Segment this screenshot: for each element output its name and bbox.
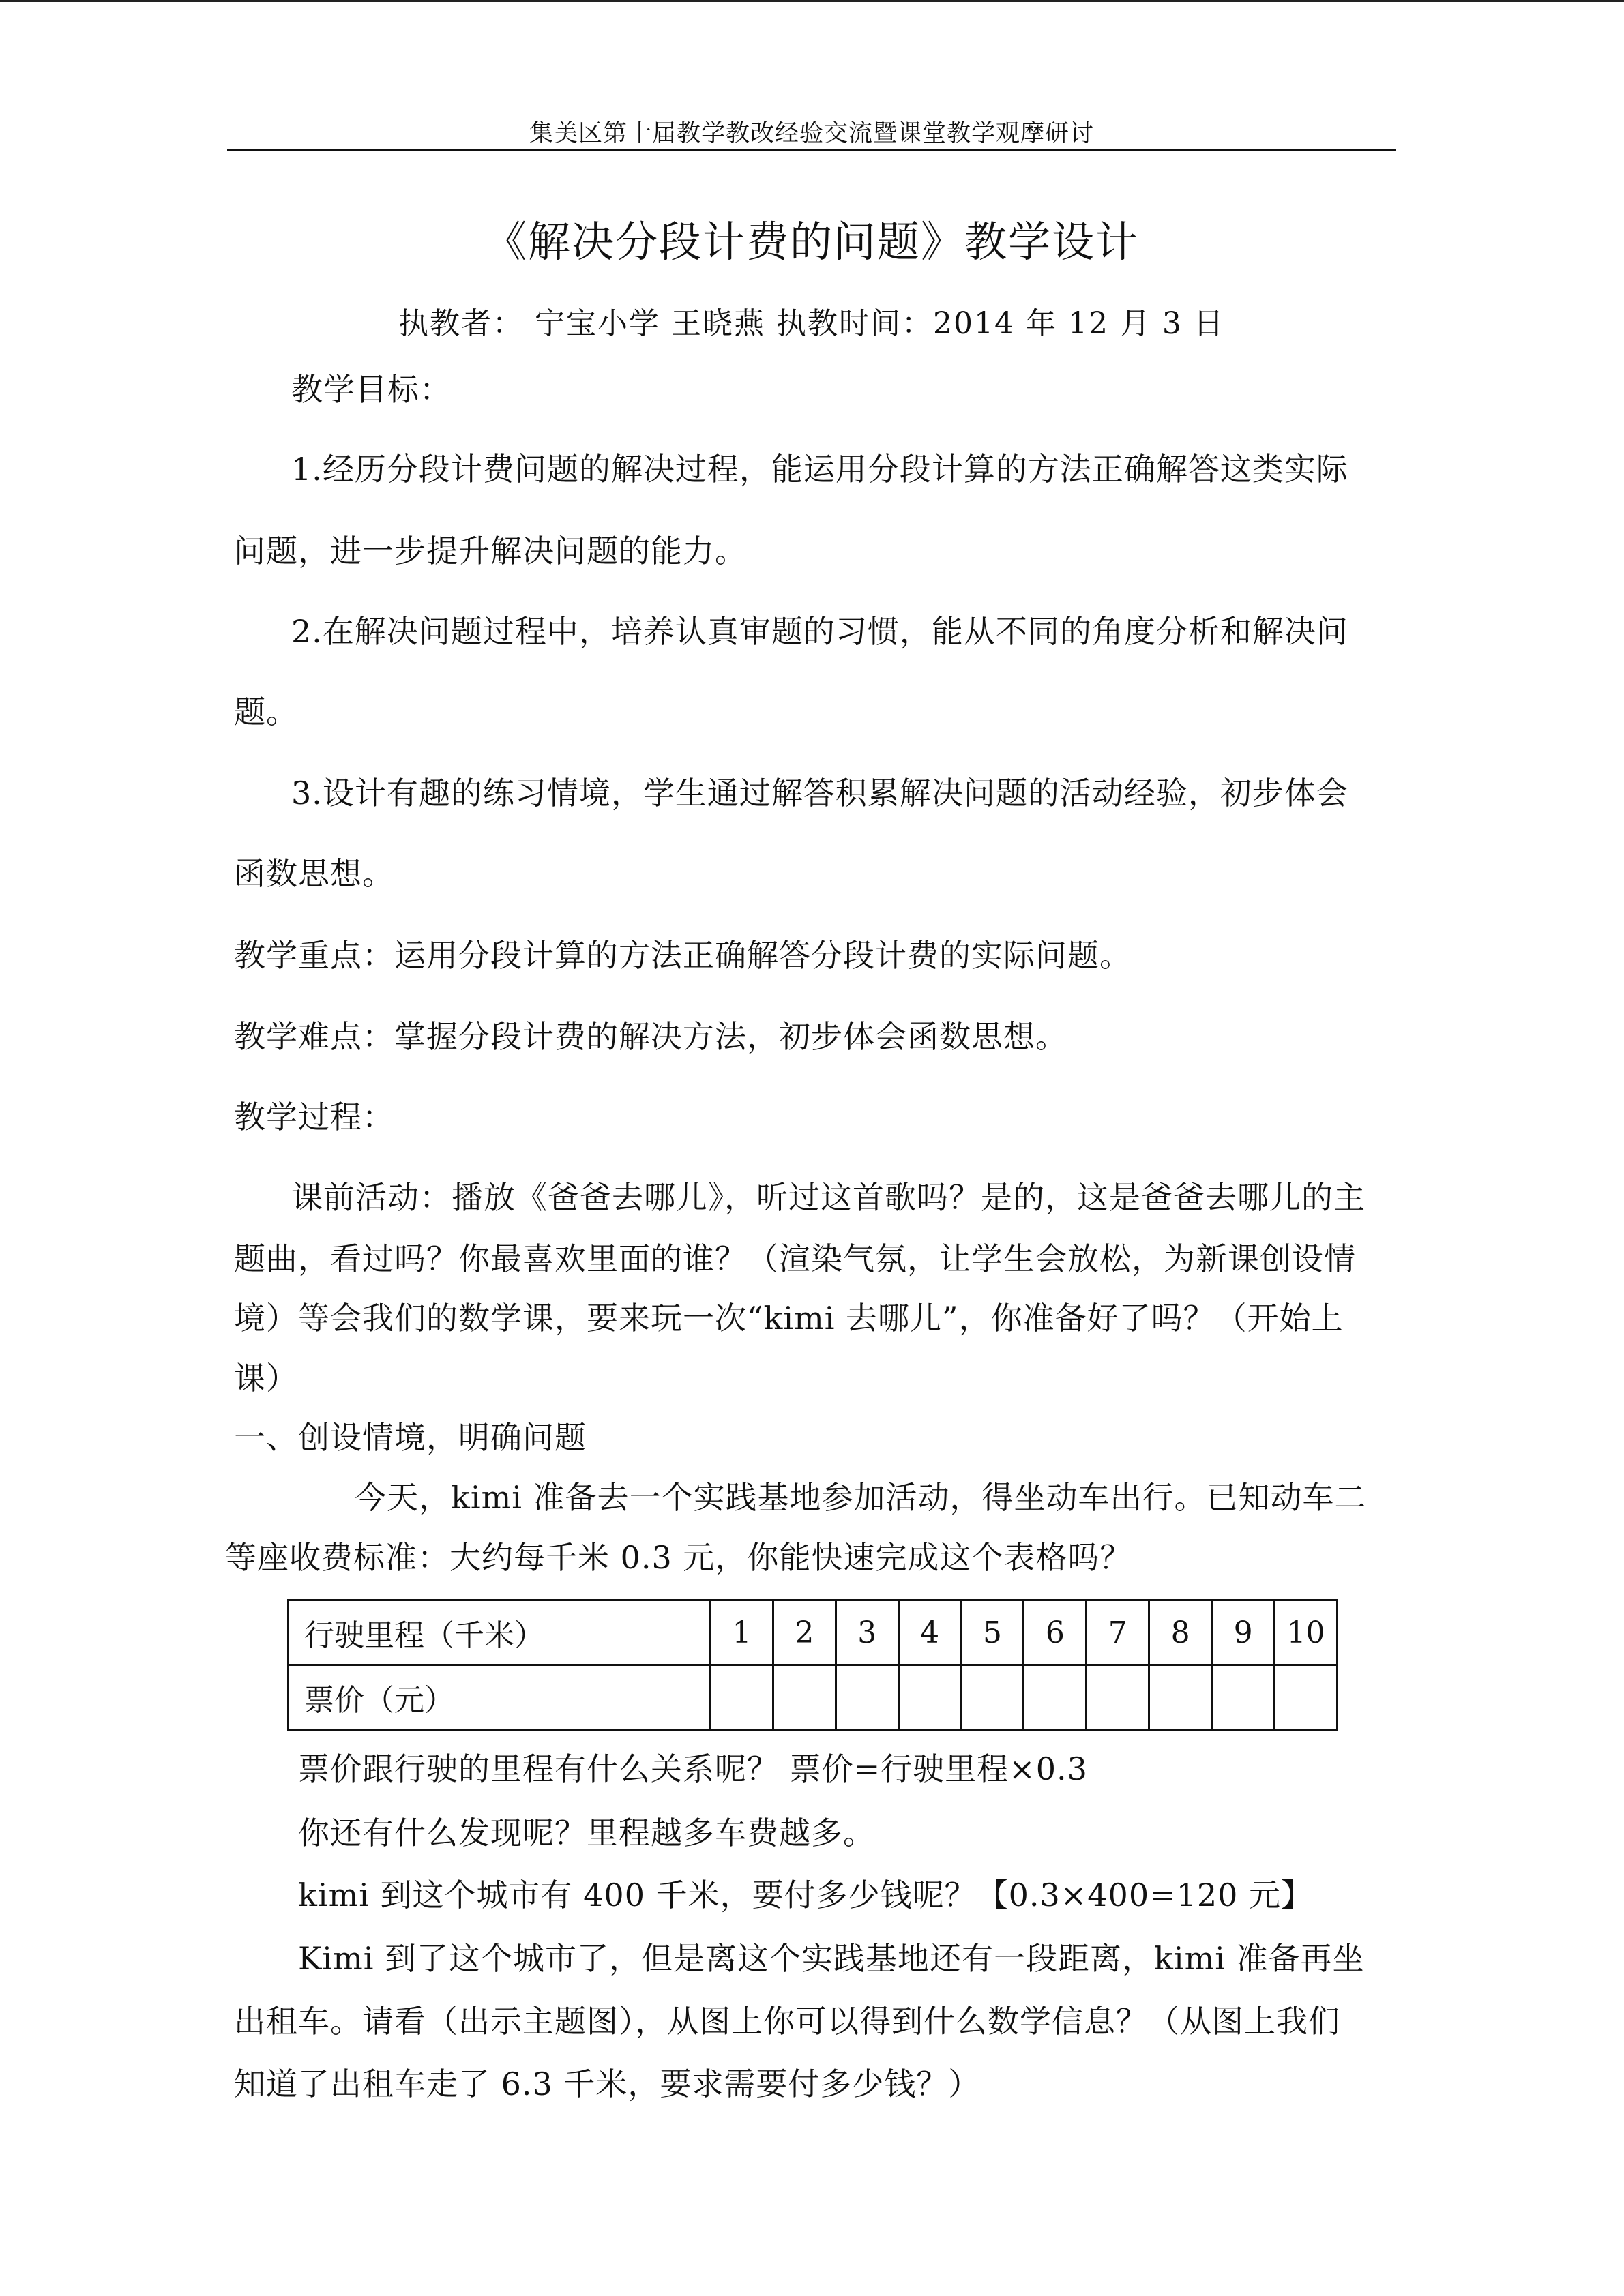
process-heading: 教学过程： — [234, 1099, 394, 1135]
pre-class-line-1: 课前活动：播放《爸爸去哪儿》，听过这首歌吗？是的，这是爸爸去哪儿的主 — [291, 1179, 1365, 1216]
distance-cell: 3 — [836, 1600, 898, 1665]
section-1-heading: 一、创设情境，明确问题 — [234, 1419, 587, 1456]
price-label: 票价（元） — [289, 1665, 711, 1730]
difficult-point: 教学难点：掌握分段计费的解决方法，初步体会函数思想。 — [234, 1018, 1067, 1055]
table-row — [289, 1600, 1338, 1665]
objective-2-line-2: 题。 — [234, 694, 298, 730]
pre-class-line-2: 题曲，看过吗？你最喜欢里面的谁？（渲染气氛，让学生会放松，为新课创设情 — [234, 1240, 1356, 1277]
price-cell — [1212, 1665, 1275, 1730]
objective-3-line-1: 3.设计有趣的练习情境，学生通过解答积累解决问题的活动经验，初步体会 — [291, 775, 1348, 811]
page-top-border — [0, 0, 1624, 2]
price-cell — [1087, 1665, 1149, 1730]
objectives-heading: 教学目标： — [291, 371, 452, 408]
price-cell — [1275, 1665, 1338, 1730]
price-cell — [773, 1665, 836, 1730]
taxi-line-2: 出租车。请看（出示主题图），从图上你可以得到什么数学信息？（从图上我们 — [234, 2003, 1340, 2040]
fare-table — [287, 1599, 1338, 1731]
document-title: 《解决分段计费的问题》教学设计 — [484, 217, 1139, 267]
taxi-line-1: Kimi 到了这个城市了，但是离这个实践基地还有一段距离，kimi 准备再坐 — [298, 1940, 1365, 1977]
price-cell — [1149, 1665, 1212, 1730]
price-cell — [711, 1665, 773, 1730]
price-cell — [898, 1665, 961, 1730]
byline: 执教者： 宁宝小学 王晓燕 执教时间：2014 年 12 月 3 日 — [398, 306, 1225, 341]
objective-2-line-1: 2.在解决问题过程中，培养认真审题的习惯，能从不同的角度分析和解决问 — [291, 613, 1348, 650]
running-header: 集美区第十届教学教改经验交流暨课堂教学观摩研讨 — [529, 120, 1094, 147]
price-cell — [1024, 1665, 1087, 1730]
distance-cell: 5 — [961, 1600, 1024, 1665]
objective-1-line-1: 1.经历分段计费问题的解决过程，能运用分段计算的方法正确解答这类实际 — [291, 451, 1348, 488]
scenario-line-2: 等座收费标准：大约每千米 0.3 元，你能快速完成这个表格吗？ — [225, 1539, 1132, 1576]
objective-3-line-2: 函数思想。 — [234, 855, 394, 892]
price-cell — [836, 1665, 898, 1730]
price-cell — [961, 1665, 1024, 1730]
distance-cell: 7 — [1087, 1600, 1149, 1665]
relation-question: 票价跟行驶的里程有什么关系呢？ 票价=行驶里程×0.3 — [298, 1750, 1088, 1787]
pre-class-line-4: 课） — [234, 1360, 298, 1397]
scenario-line-1: 今天，kimi 准备去一个实践基地参加活动，得坐动车出行。已知动车二 — [355, 1479, 1367, 1516]
discovery-line: 你还有什么发现呢？里程越多车费越多。 — [298, 1815, 875, 1851]
distance-label: 行驶里程（千米） — [289, 1600, 711, 1665]
distance-cell: 9 — [1212, 1600, 1275, 1665]
objective-1-line-2: 问题，进一步提升解决问题的能力。 — [234, 533, 747, 569]
pre-class-line-3: 境）等会我们的数学课，要来玩一次“kimi 去哪儿”，你准备好了吗？（开始上 — [234, 1300, 1344, 1337]
header-rule — [227, 149, 1396, 151]
distance-cell: 4 — [898, 1600, 961, 1665]
key-point: 教学重点：运用分段计算的方法正确解答分段计费的实际问题。 — [234, 937, 1132, 974]
distance-cell: 2 — [773, 1600, 836, 1665]
distance-cell: 10 — [1275, 1600, 1338, 1665]
train-fare-question: kimi 到这个城市有 400 千米，要付多少钱呢？【0.3×400=120 元】 — [298, 1877, 1314, 1913]
distance-cell: 1 — [711, 1600, 773, 1665]
table-row — [289, 1665, 1338, 1730]
distance-cell: 8 — [1149, 1600, 1212, 1665]
distance-cell: 6 — [1024, 1600, 1087, 1665]
taxi-line-3: 知道了出租车走了 6.3 千米，要求需要付多少钱？） — [234, 2066, 981, 2102]
